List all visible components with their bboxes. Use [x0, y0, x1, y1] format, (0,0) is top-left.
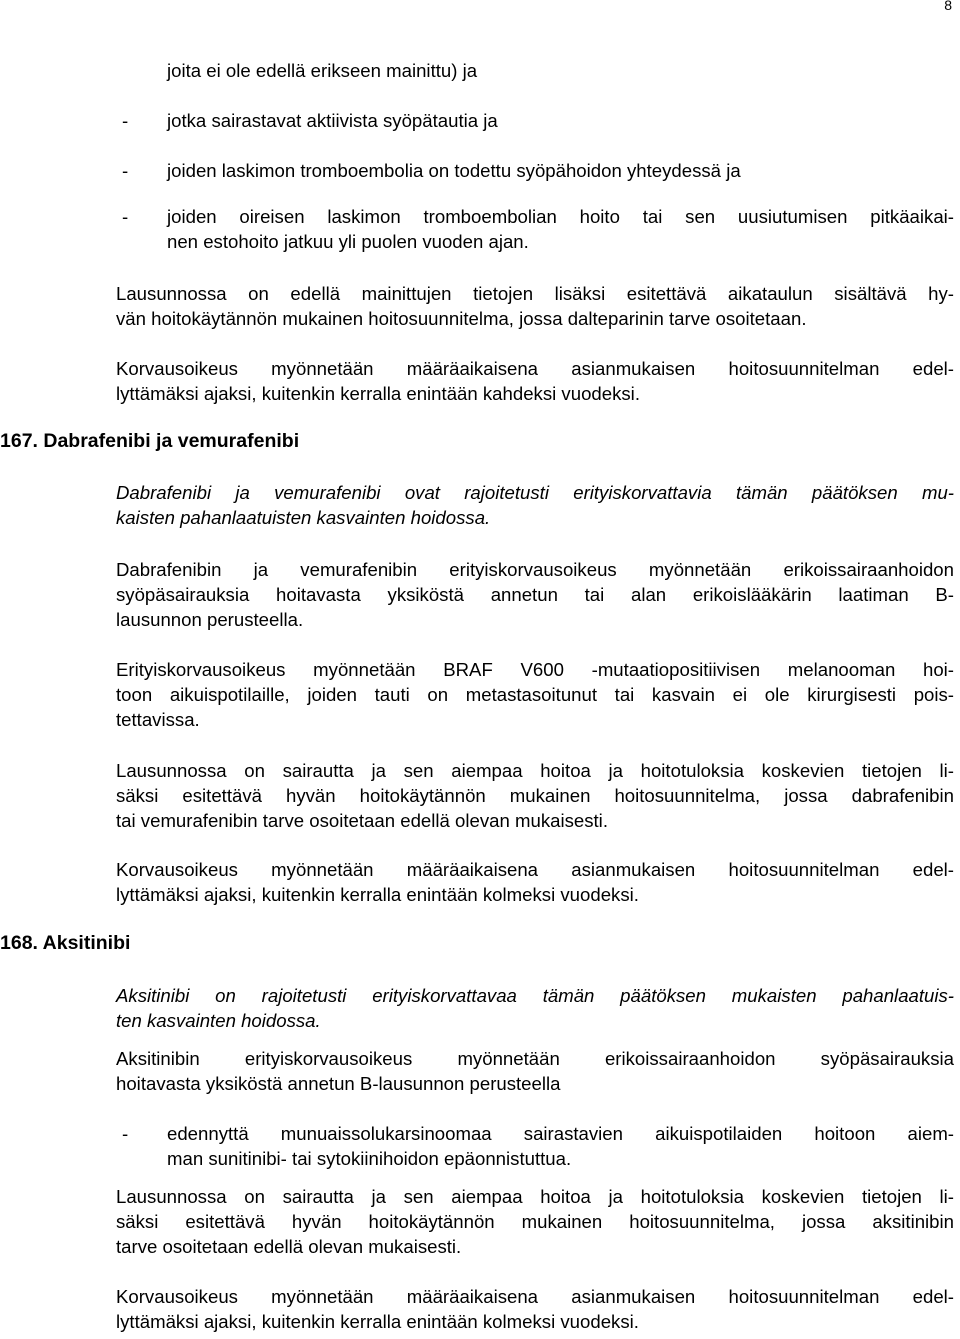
- paragraph-line: tettavissa.: [116, 709, 200, 730]
- paragraph-line: Korvausoikeus myönnetään määräaikaisena asianmukaisen hoitosuunnitelman edel-: [116, 1286, 954, 1307]
- paragraph-line: Dabrafenibi ja vemurafenibi ovat rajoitetusti erityiskorvattavia tämän päätöksen mu-: [116, 482, 954, 503]
- dash-marker: -: [122, 206, 129, 227]
- paragraph-line: hoitavasta yksiköstä annetun B-lausunnon perusteella: [116, 1073, 561, 1094]
- paragraph-line: vän hoitokäytännön mukainen hoitosuunnitelma, jossa dalteparinin tarve osoitetaan.: [116, 308, 807, 329]
- paragraph-line: syöpäsairauksia hoitavasta yksiköstä annetun tai alan erikoislääkärin laatiman B-: [116, 584, 954, 605]
- paragraph-line: lausunnon perusteella.: [116, 609, 304, 630]
- list-item: joiden oireisen laskimon tromboembolian hoito tai sen uusiutumisen pitkäaikai-: [167, 206, 954, 227]
- dash-marker: -: [122, 160, 129, 181]
- list-item: joiden laskimon tromboembolia on todettu syöpähoidon yhteydessä ja: [167, 160, 741, 181]
- paragraph-line: Lausunnossa on sairautta ja sen aiempaa hoitoa ja hoitotuloksia koskevien tietojen li-: [116, 760, 954, 781]
- dash-marker: -: [122, 110, 129, 131]
- list-item: edennyttä munuaissolukarsinoomaa sairastavien aikuispotilaiden hoitoon aiem-: [167, 1123, 954, 1144]
- paragraph-line: kaisten pahanlaatuisten kasvainten hoidossa.: [116, 507, 491, 528]
- paragraph-line: Lausunnossa on sairautta ja sen aiempaa hoitoa ja hoitotuloksia koskevien tietojen li-: [116, 1186, 954, 1207]
- paragraph-line: Lausunnossa on edellä mainittujen tietojen lisäksi esitettävä aikataulun sisältävä hy-: [116, 283, 954, 304]
- paragraph-line: lyttämäksi ajaksi, kuitenkin kerralla enintään kolmeksi vuodeksi.: [116, 884, 639, 905]
- list-item: man sunitinibi- tai sytokiinihoidon epäonnistuttua.: [167, 1148, 572, 1169]
- list-item: joita ei ole edellä erikseen mainittu) ja: [167, 60, 478, 81]
- paragraph-line: tarve osoitetaan edellä olevan mukaisesti.: [116, 1236, 462, 1257]
- paragraph-line: Dabrafenibin ja vemurafenibin erityiskorvausoikeus myönnetään erikoissairaanhoidon: [116, 559, 954, 580]
- paragraph-line: lyttämäksi ajaksi, kuitenkin kerralla enintään kolmeksi vuodeksi.: [116, 1311, 639, 1332]
- list-item: nen estohoito jatkuu yli puolen vuoden ajan.: [167, 231, 529, 252]
- section-heading: 167. Dabrafenibi ja vemurafenibi: [0, 430, 300, 452]
- paragraph-line: ten kasvainten hoidossa.: [116, 1010, 321, 1031]
- list-item: jotka sairastavat aktiivista syöpätautia ja: [167, 110, 498, 131]
- paragraph-line: säksi esitettävä hyvän hoitokäytännön mukainen hoitosuunnitelma, jossa aksitinibin: [116, 1211, 954, 1232]
- paragraph-line: säksi esitettävä hyvän hoitokäytännön mukainen hoitosuunnitelma, jossa dabrafenibin: [116, 785, 954, 806]
- paragraph-line: lyttämäksi ajaksi, kuitenkin kerralla enintään kahdeksi vuodeksi.: [116, 383, 640, 404]
- paragraph-line: toon aikuispotilaille, joiden tauti on metastasoitunut tai kasvain ei ole kirurgisesti pois-: [116, 684, 954, 705]
- paragraph-line: tai vemurafenibin tarve osoitetaan edellä olevan mukaisesti.: [116, 810, 608, 831]
- dash-marker: -: [122, 1123, 129, 1144]
- page-number: 8: [944, 0, 952, 13]
- section-heading: 168. Aksitinibi: [0, 932, 131, 954]
- paragraph-line: Aksitinibin erityiskorvausoikeus myönnetään erikoissairaanhoidon syöpäsairauksia: [116, 1048, 954, 1069]
- paragraph-line: Korvausoikeus myönnetään määräaikaisena asianmukaisen hoitosuunnitelman edel-: [116, 859, 954, 880]
- paragraph-line: Korvausoikeus myönnetään määräaikaisena asianmukaisen hoitosuunnitelman edel-: [116, 358, 954, 379]
- paragraph-line: Erityiskorvausoikeus myönnetään BRAF V600 -mutaatiopositiivisen melanooman hoi-: [116, 659, 954, 680]
- paragraph-line: Aksitinibi on rajoitetusti erityiskorvattavaa tämän päätöksen mukaisten pahanlaatuis-: [116, 985, 954, 1006]
